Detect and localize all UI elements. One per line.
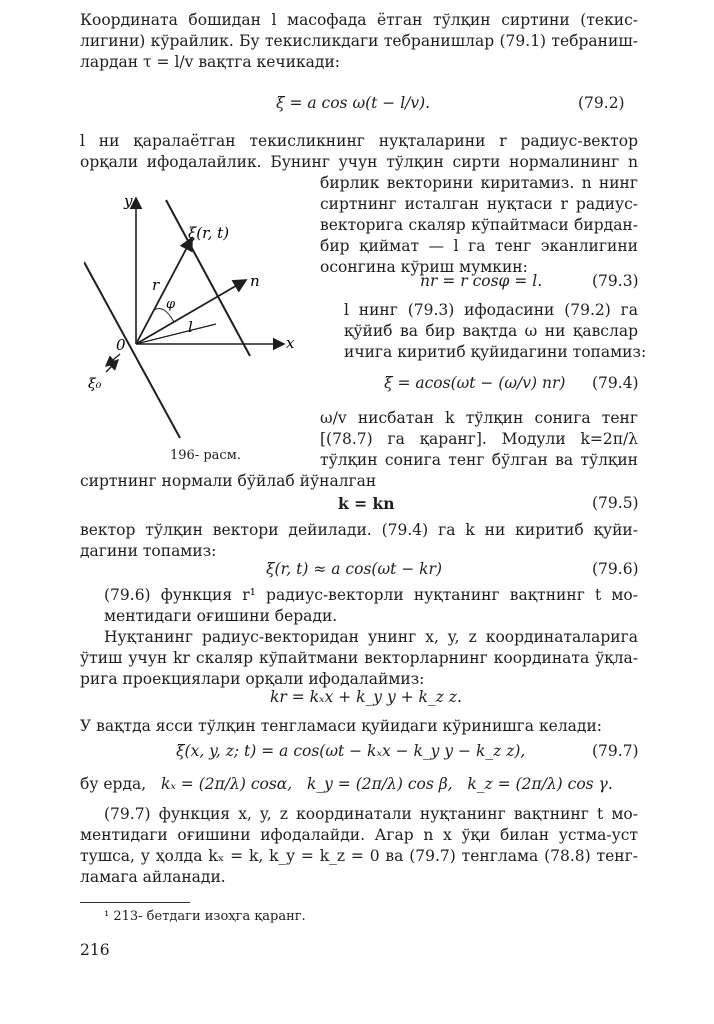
text-line: [(78.7) га қаранг]. Модули k=2π/λ xyxy=(320,430,638,448)
label-xi-rt: ξ(r, t) xyxy=(188,224,230,242)
label-x: x xyxy=(286,334,295,352)
figure-196 xyxy=(84,176,310,442)
text-line: векторига скаляр кўпайтмаси бирдан- xyxy=(320,216,638,234)
label-phi: φ xyxy=(166,297,176,312)
text-line: сиртнинг исталган нуқтаси r радиус- xyxy=(320,195,638,213)
equation-number: (79.4) xyxy=(592,374,639,392)
equation-number: (79.3) xyxy=(592,272,639,290)
equation-79-4: ξ = acos(ωt − (ω/v) nr) xyxy=(384,374,566,392)
paragraph-wave-number xyxy=(320,408,638,471)
text-line: рига проекциялари орқали ифодалаймиз: xyxy=(80,670,425,688)
text-line: Координата бошидан l масофада ётган тўлқин сиртини (текис- xyxy=(80,11,638,29)
text-line: l ни қаралаётган текисликнинг нуқталарини r радиус-вектор xyxy=(80,132,638,150)
formula-ky: k_y = (2π/λ) cos β, xyxy=(306,775,453,793)
formula-kz: k_z = (2π/λ) cos γ. xyxy=(467,775,613,793)
label-origin: 0 xyxy=(116,336,126,354)
text-line: бир қиймат — l га тенг эканлигини xyxy=(320,237,638,255)
paragraph-substitute xyxy=(320,300,647,363)
text-line: (79.6) функция r¹ радиус-векторли нуқтанинг вақтнинг t мо- xyxy=(104,586,638,604)
label-y: y xyxy=(124,192,133,210)
text-line: У вақтда ясси тўлқин тенгламаси қуйидаги кўринишга келади: xyxy=(80,717,603,735)
text-line: ламага айланади. xyxy=(80,868,226,886)
text-line: тушса, у ҳолда kₓ = k, k_y = k_z = 0 ва (79.7) тенглама (78.8) тенг- xyxy=(80,847,638,865)
figure-caption: 196- расм. xyxy=(170,448,241,463)
label-l: l xyxy=(188,318,193,336)
text-line: қўйиб ва бир вақтда ω ни қавслар xyxy=(344,322,638,340)
equation-79-7: ξ(x, y, z; t) = a cos(ωt − kₓx − k_y y − k_z z), xyxy=(176,742,526,760)
equation-79-6: ξ(r, t) ≈ a cos(ωt − kr) xyxy=(266,560,443,578)
text-line: сиртнинг нормали бўйлаб йўналган xyxy=(80,472,377,490)
paragraph-coordinates xyxy=(80,627,638,690)
text-line: (79.7) функция x, y, z координатали нуқтанинг вақтнинг t мо- xyxy=(104,805,638,823)
text-line: Нуқтанинг радиус-векторидан унинг x, y, z координаталарига xyxy=(104,628,638,646)
label-xi0: ξ₀ xyxy=(88,376,102,392)
equation-kr: kr = kₓx + k_y y + k_z z. xyxy=(270,688,462,706)
text-line: ўтиш учун kr скаляр кўпайтмани векторларнинг координата ўқла- xyxy=(80,649,638,667)
text-line: вектор тўлқин вектори дейилади. (79.4) га k ни киритиб қуйи- xyxy=(80,521,638,539)
equation-number: (79.6) xyxy=(592,560,639,578)
text-line: лардан τ = l/v вақтга кечикади: xyxy=(80,53,341,71)
text-line: ω/v нисбатан k тўлқин сонига тенг xyxy=(320,409,638,427)
equation-k-components xyxy=(80,774,638,795)
paragraph-function-79-7 xyxy=(80,804,638,888)
text-line: ичига киритиб қуйидагини топамиз: xyxy=(344,343,647,361)
page-number: 216 xyxy=(80,941,110,959)
text-line: лигини) кўрайлик. Бу текисликдаги тебранишлар (79.1) тебраниш- xyxy=(80,32,638,50)
paragraph-normal xyxy=(80,131,638,173)
label-n: n xyxy=(250,272,260,290)
footnote-divider xyxy=(80,902,190,903)
equation-79-5: k = kn xyxy=(338,494,395,513)
paragraph-wave-vector xyxy=(80,520,638,562)
text-line: орқали ифодалайлик. Бунинг учун тўлқин сирти нормалининг n xyxy=(80,153,638,171)
formula-kx: kₓ = (2π/λ) cosα, xyxy=(160,775,293,793)
equation-79-3: nr = r cosφ = l. xyxy=(420,272,543,290)
text-line: l нинг (79.3) ифодасини (79.2) га xyxy=(344,301,638,319)
text-line: осонгина кўриш мумкин: xyxy=(320,258,528,276)
equation-number: (79.2) xyxy=(578,94,625,112)
paragraph-function-79-6 xyxy=(80,585,638,627)
xi0-arrow-icon xyxy=(106,360,118,372)
paragraph-intro xyxy=(80,10,638,73)
equation-number: (79.5) xyxy=(592,494,639,512)
text-line: дагини топамиз: xyxy=(80,542,217,560)
equation-79-2: ξ = a cos ω(t − l/v). xyxy=(276,94,431,112)
text-line: бирлик векторини киритамиз. n нинг xyxy=(320,174,638,192)
text-lead: бу ерда, xyxy=(80,775,147,793)
footnote: ¹ 213- бетдаги изоҳга қаранг. xyxy=(104,909,306,924)
text-line: ментидаги оғишини беради. xyxy=(104,607,338,625)
text-line: ментидаги оғишини ифодалайди. Агар n x ўқи билан устма-уст xyxy=(80,826,638,844)
text-line: тўлқин сонига тенг бўлган ва тўлқин xyxy=(320,451,638,469)
label-r: r xyxy=(152,276,160,294)
distance-l-line xyxy=(136,324,216,344)
equation-number: (79.7) xyxy=(592,742,639,760)
paragraph-normal-right xyxy=(320,173,638,278)
